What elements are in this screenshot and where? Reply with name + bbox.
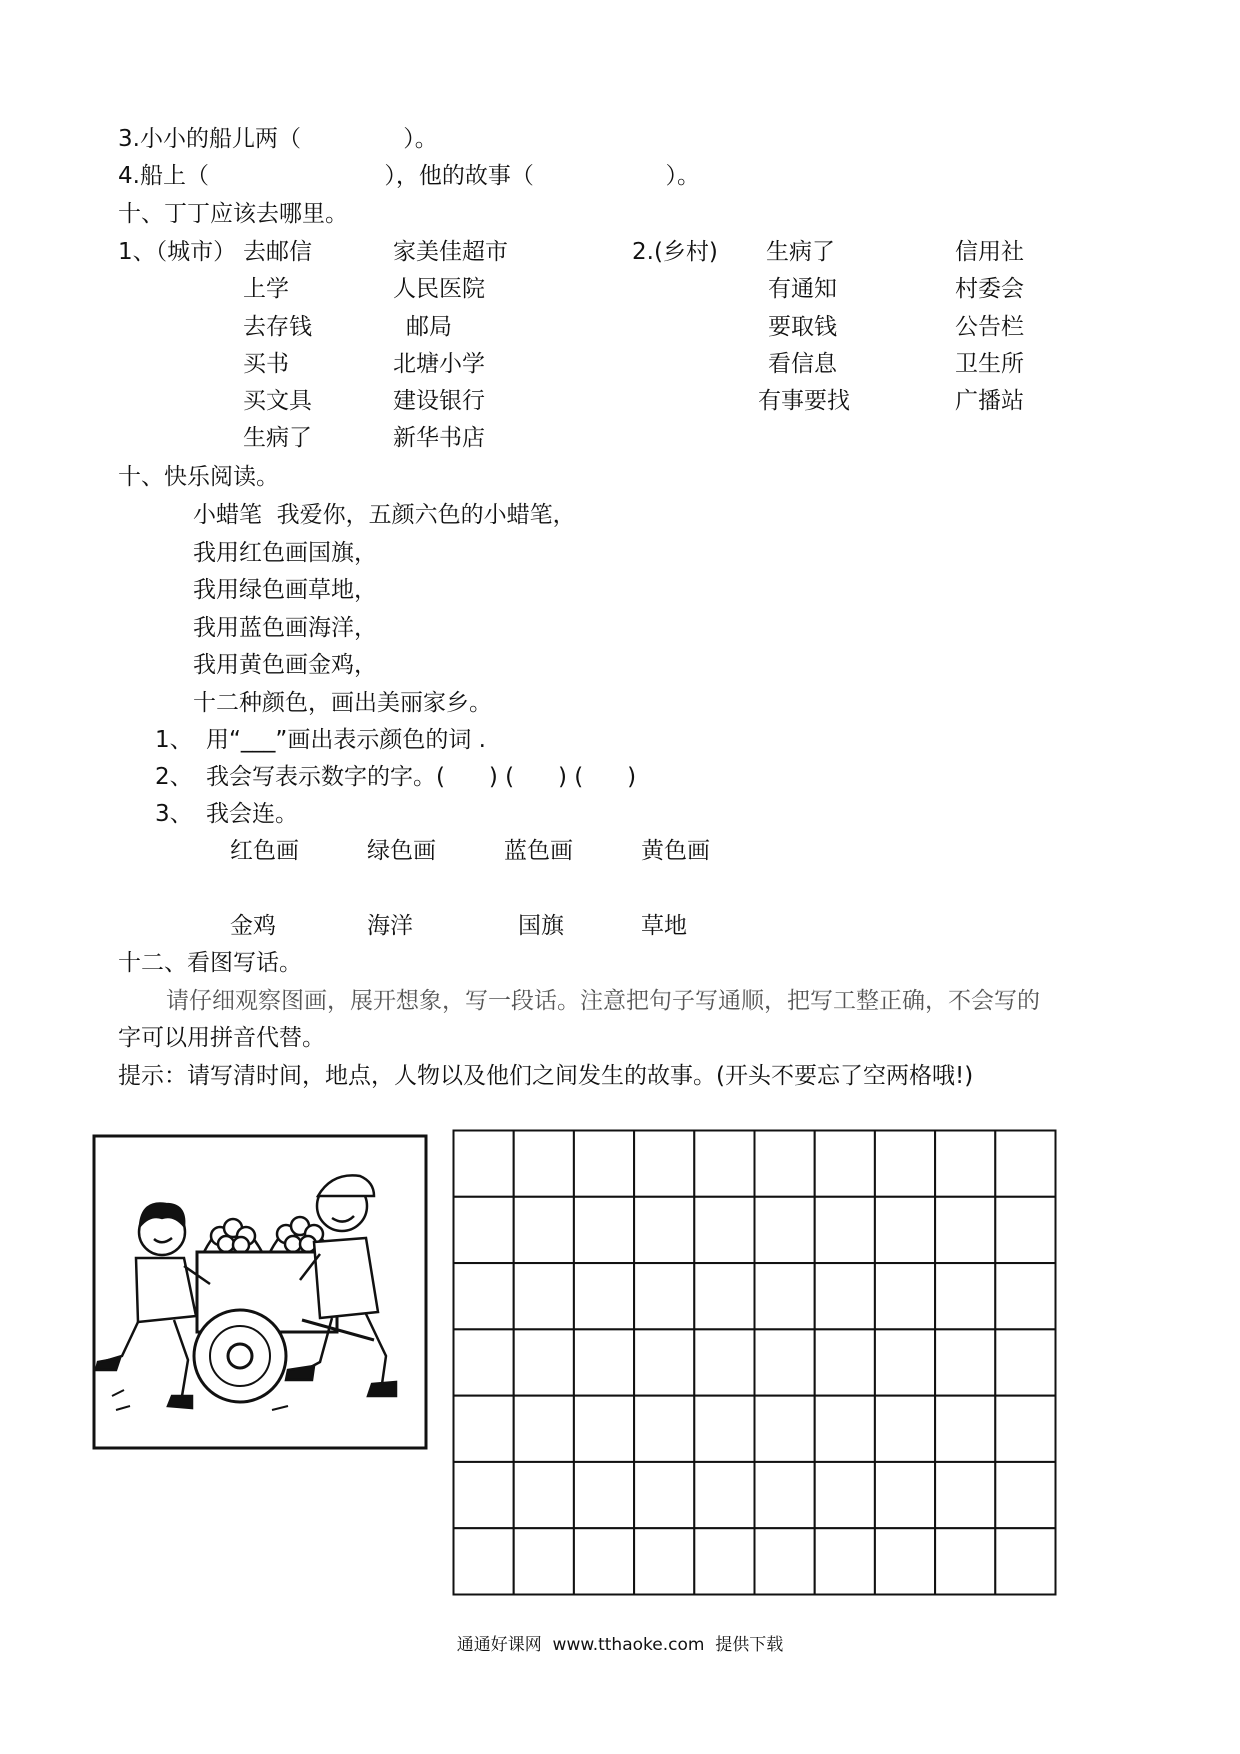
match-left-item: 蓝色画	[504, 838, 573, 864]
grid-cell[interactable]	[815, 1396, 875, 1462]
grid-cell[interactable]	[995, 1329, 1055, 1395]
village-activity: 有通知	[768, 276, 837, 302]
grid-cell[interactable]	[815, 1263, 875, 1329]
grid-cell[interactable]	[935, 1263, 995, 1329]
grid-cell[interactable]	[935, 1462, 995, 1528]
village-activity: 要取钱	[768, 314, 837, 340]
city-place: 邮局	[406, 314, 452, 340]
writing-hint: 提示：请写清时间，地点，人物以及他们之间发生的故事。(开头不要忘了空两格哦!)	[118, 1063, 974, 1089]
section-title-where: 十、丁丁应该去哪里。	[118, 201, 348, 227]
grid-cell[interactable]	[634, 1131, 694, 1197]
grid-cell[interactable]	[514, 1197, 574, 1263]
village-activity: 看信息	[768, 351, 837, 377]
grid-cell[interactable]	[935, 1329, 995, 1395]
grid-cell[interactable]	[755, 1263, 815, 1329]
grid-cell[interactable]	[454, 1197, 514, 1263]
village-place: 村委会	[955, 276, 1024, 302]
grid-cell[interactable]	[574, 1462, 634, 1528]
grid-cell[interactable]	[875, 1528, 935, 1594]
match-left-item: 黄色画	[641, 838, 710, 864]
village-place: 公告栏	[955, 314, 1024, 340]
grid-cell[interactable]	[935, 1131, 995, 1197]
grid-cell[interactable]	[514, 1263, 574, 1329]
village-activity: 生病了	[766, 239, 835, 265]
grid-cell[interactable]	[694, 1263, 754, 1329]
city-place: 人民医院	[393, 276, 485, 302]
grid-cell[interactable]	[634, 1329, 694, 1395]
grid-cell[interactable]	[694, 1396, 754, 1462]
match-left-item: 红色画	[230, 838, 299, 864]
grid-cell[interactable]	[815, 1197, 875, 1263]
section-title-reading: 十、快乐阅读。	[118, 464, 279, 490]
city-place: 建设银行	[393, 388, 485, 414]
grid-cell[interactable]	[935, 1197, 995, 1263]
city-activity: 去存钱	[243, 314, 312, 340]
question-3: 3.小小的船儿两（ ）。	[118, 126, 438, 152]
grid-cell[interactable]	[574, 1329, 634, 1395]
grid-cell[interactable]	[875, 1197, 935, 1263]
grid-cell[interactable]	[995, 1197, 1055, 1263]
question-4: 4.船上（ ），他的故事（ ）。	[118, 163, 701, 189]
grid-cell[interactable]	[995, 1462, 1055, 1528]
poem-line: 我用绿色画草地，	[193, 577, 377, 603]
grid-cell[interactable]	[694, 1462, 754, 1528]
grid-cell[interactable]	[514, 1396, 574, 1462]
question-number: 3、	[155, 801, 193, 827]
city-place: 家美佳超市	[393, 239, 508, 265]
grid-cell[interactable]	[755, 1462, 815, 1528]
grid-cell[interactable]	[875, 1329, 935, 1395]
grid-cell[interactable]	[454, 1263, 514, 1329]
question-text: 我会写表示数字的字。( ) ( ) ( )	[206, 764, 637, 790]
village-place: 广播站	[955, 388, 1024, 414]
boys-pushing-cart-illustration	[92, 1134, 428, 1450]
writing-grid[interactable]	[452, 1129, 1057, 1596]
grid-cell[interactable]	[454, 1462, 514, 1528]
city-activity: 买文具	[243, 388, 312, 414]
grid-cell[interactable]	[574, 1396, 634, 1462]
question-text: 我会连。	[206, 801, 298, 827]
poem-line: 十二种颜色，画出美丽家乡。	[193, 690, 492, 716]
footer: 通通好课网 www.tthaoke.com 提供下载	[456, 1635, 784, 1655]
grid-cell[interactable]	[995, 1396, 1055, 1462]
grid-cell[interactable]	[875, 1263, 935, 1329]
grid-cell[interactable]	[875, 1131, 935, 1197]
grid-cell[interactable]	[454, 1396, 514, 1462]
city-activity: 去邮信	[243, 239, 312, 265]
village-activity: 有事要找	[758, 388, 850, 414]
grid-cell[interactable]	[694, 1131, 754, 1197]
section-title-writing: 十二、看图写话。	[118, 950, 302, 976]
grid-cell[interactable]	[875, 1462, 935, 1528]
grid-cell[interactable]	[935, 1528, 995, 1594]
grid-cell[interactable]	[995, 1131, 1055, 1197]
city-activity: 生病了	[243, 425, 312, 451]
city-activity: 买书	[243, 351, 289, 377]
grid-cell[interactable]	[454, 1329, 514, 1395]
question-number: 2、	[155, 764, 193, 790]
village-place: 卫生所	[955, 351, 1024, 377]
city-place: 新华书店	[393, 425, 485, 451]
grid-cell[interactable]	[755, 1131, 815, 1197]
grid-cell[interactable]	[815, 1462, 875, 1528]
match-left-item: 绿色画	[367, 838, 436, 864]
grid-cell[interactable]	[694, 1197, 754, 1263]
grid-cell[interactable]	[935, 1396, 995, 1462]
poem-line: 我用黄色画金鸡，	[193, 652, 377, 678]
grid-cell[interactable]	[634, 1462, 694, 1528]
grid-cell[interactable]	[815, 1131, 875, 1197]
grid-cell[interactable]	[574, 1197, 634, 1263]
grid-cell[interactable]	[755, 1528, 815, 1594]
grid-cell[interactable]	[634, 1263, 694, 1329]
poem-line: 我用红色画国旗，	[193, 540, 377, 566]
grid-cell[interactable]	[755, 1329, 815, 1395]
writing-instruction-cont: 字可以用拼音代替。	[118, 1025, 325, 1051]
city-activity: 上学	[243, 276, 289, 302]
grid-cell[interactable]	[454, 1528, 514, 1594]
grid-cell[interactable]	[694, 1329, 754, 1395]
village-place: 信用社	[955, 239, 1024, 265]
grid-cell[interactable]	[514, 1329, 574, 1395]
match-right-item: 国旗	[518, 913, 564, 939]
grid-cell[interactable]	[574, 1528, 634, 1594]
grid-cell[interactable]	[454, 1131, 514, 1197]
match-right-item: 金鸡	[230, 913, 276, 939]
grid-cell[interactable]	[995, 1263, 1055, 1329]
grid-cell[interactable]	[514, 1528, 574, 1594]
grid-cell[interactable]	[574, 1263, 634, 1329]
grid-cell[interactable]	[514, 1131, 574, 1197]
poem-line: 我用蓝色画海洋，	[193, 615, 377, 641]
village-label: 2.(乡村)	[632, 239, 718, 265]
question-number: 1、	[155, 727, 193, 753]
grid-cell[interactable]	[875, 1396, 935, 1462]
match-right-item: 草地	[641, 913, 687, 939]
question-text: 用“___”画出表示颜色的词 .	[206, 727, 486, 753]
grid-cell[interactable]	[634, 1396, 694, 1462]
grid-cell[interactable]	[574, 1131, 634, 1197]
grid-cell[interactable]	[634, 1197, 694, 1263]
writing-instruction: 请仔细观察图画，展开想象，写一段话。注意把句子写通顺，把写工整正确，不会写的	[166, 988, 1040, 1014]
city-place: 北塘小学	[393, 351, 485, 377]
city-label: 1、（城市）	[118, 239, 237, 265]
grid-cell[interactable]	[815, 1329, 875, 1395]
poem-line: 小蜡笔 我爱你，五颜六色的小蜡笔，	[193, 502, 576, 528]
match-right-item: 海洋	[367, 913, 413, 939]
grid-cell[interactable]	[995, 1528, 1055, 1594]
grid-cell[interactable]	[815, 1528, 875, 1594]
grid-cell[interactable]	[755, 1396, 815, 1462]
grid-cell[interactable]	[514, 1462, 574, 1528]
grid-cell[interactable]	[634, 1528, 694, 1594]
grid-cell[interactable]	[755, 1197, 815, 1263]
grid-cell[interactable]	[694, 1528, 754, 1594]
